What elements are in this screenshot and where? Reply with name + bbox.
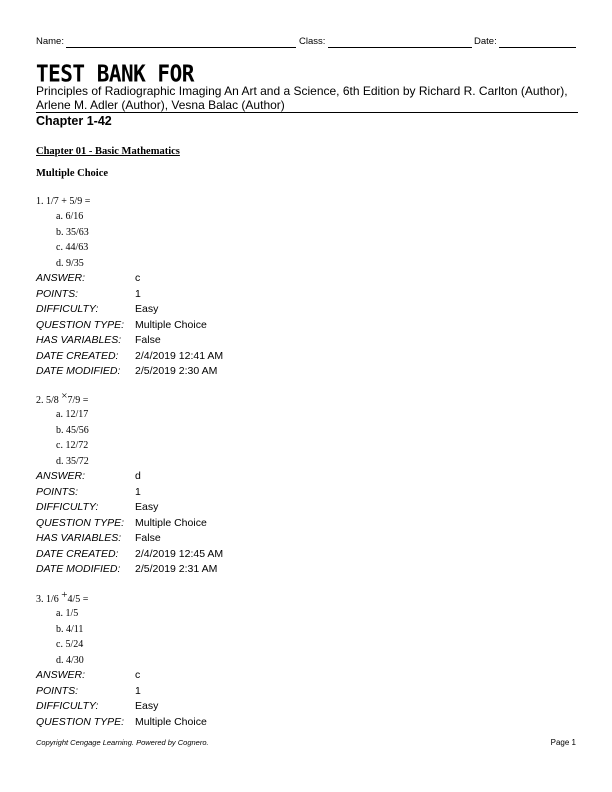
option-b: b. 4/11 [56,623,84,635]
option-d: d. 9/35 [56,257,84,269]
date-created-row: DATE CREATED: 2/4/2019 12:41 AM [36,349,224,362]
question-type-row: QUESTION TYPE: Multiple Choice [36,318,207,331]
date-modified-row: DATE MODIFIED: 2/5/2019 2:30 AM [36,365,218,377]
question-2 [36,390,576,578]
answer-row: ANSWER: d [36,470,141,482]
option-c: c. 12/72 [56,440,89,451]
plus-icon: + [61,589,68,601]
subsection-title: Multiple Choice [36,168,109,179]
difficulty-row: DIFFICULTY: Easy [36,501,159,513]
points-row: POINTS: 1 [36,684,141,697]
option-a: a. 12/17 [56,409,89,420]
date-label: Date: [474,36,497,47]
class-line [328,47,472,48]
question-stem: 1. 1/7 + 5/9 = [36,196,91,207]
question-stem: 3. 1/6 +4/5 = [36,589,89,605]
date-created-row: DATE CREATED: 2/4/2019 12:45 AM [36,547,224,560]
option-a: a. 1/5 [56,608,79,619]
has-variables-row: HAS VARIABLES: False [36,532,161,544]
section-title: Chapter 01 - Basic Mathematics [36,146,180,157]
points-row: POINTS: 1 [36,287,141,300]
page-number: Page 1 [550,738,576,747]
option-d: d. 4/30 [56,654,84,666]
document-title: TEST BANK FOR [36,60,194,87]
option-b: b. 45/56 [56,424,89,436]
copyright-notice: Copyright Cengage Learning. Powered by Cognero. [36,738,209,747]
date-line [499,47,576,48]
question-type-row: QUESTION TYPE: Multiple Choice [36,516,207,529]
question-type-row: QUESTION TYPE: Multiple Choice [36,715,207,728]
question-3 [36,589,576,730]
name-label: Name: [36,36,64,47]
answer-row: ANSWER: c [36,669,141,681]
option-c: c. 44/63 [56,242,89,253]
option-d: d. 35/72 [56,455,89,467]
name-line [66,47,296,48]
difficulty-row: DIFFICULTY: Easy [36,303,159,315]
book-subtitle: Principles of Radiographic Imaging An Art and a Science, 6th Edition by Richard R. Carlton (Author), Arlene M. Adler (Author), Vesna Balac (Author) [36,84,568,112]
option-c: c. 5/24 [56,639,84,650]
answer-row: ANSWER: c [36,272,141,284]
has-variables-row: HAS VARIABLES: False [36,334,161,346]
multiply-icon: × [61,390,68,402]
option-a: a. 6/16 [56,211,84,222]
title-rule [36,112,578,113]
chapter-range: Chapter 1-42 [36,114,112,128]
question-stem: 2. 5/8 ×7/9 = [36,390,89,406]
points-row: POINTS: 1 [36,485,141,498]
class-label: Class: [299,36,326,47]
question-1 [36,195,576,380]
difficulty-row: DIFFICULTY: Easy [36,700,159,712]
option-b: b. 35/63 [56,226,89,238]
date-modified-row: DATE MODIFIED: 2/5/2019 2:31 AM [36,563,218,575]
header-fields [36,36,576,50]
